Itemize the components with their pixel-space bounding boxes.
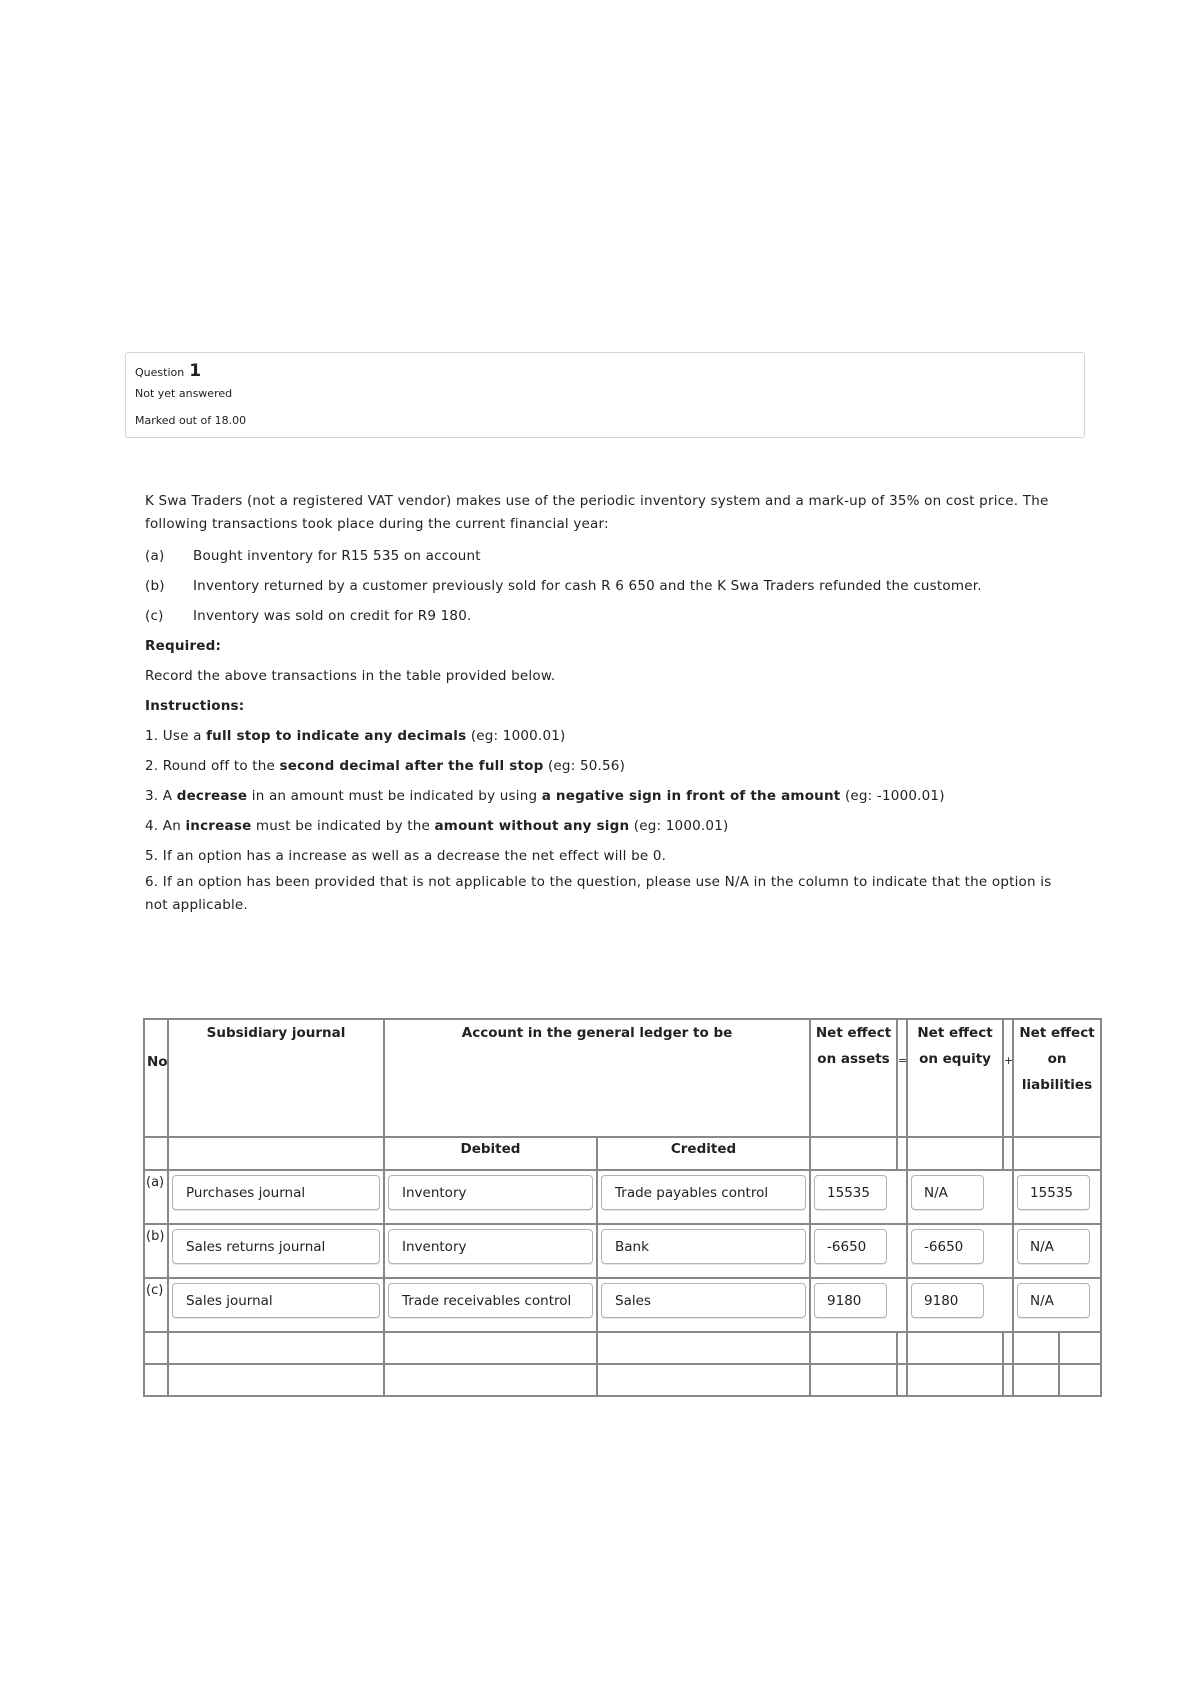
liabilities-effect-field[interactable]: 15535 bbox=[1017, 1175, 1090, 1210]
answer-table bbox=[143, 1018, 1102, 1397]
header-general-ledger: Account in the general ledger to be bbox=[384, 1019, 810, 1137]
required-heading: Required: bbox=[145, 638, 222, 654]
question-text bbox=[145, 490, 1060, 917]
transaction-list bbox=[145, 541, 1060, 631]
assets-effect-field[interactable]: -6650 bbox=[814, 1229, 887, 1264]
instruction-item: 6. If an option has been provided that is not applicable to the question, please use N/A in the column to indicate that the option is not applicable. bbox=[145, 874, 1052, 913]
equity-effect-field[interactable]: -6650 bbox=[911, 1229, 984, 1264]
transaction-label: (a) bbox=[145, 548, 165, 564]
credit-account-field[interactable]: Trade payables control bbox=[601, 1175, 806, 1210]
subsidiary-journal-field[interactable]: Purchases journal bbox=[172, 1175, 380, 1210]
header-net-effect-assets: Net effect on assets bbox=[810, 1019, 897, 1137]
equals-sign: = bbox=[897, 1019, 907, 1137]
transaction-item bbox=[145, 601, 1060, 631]
liabilities-effect-field[interactable]: N/A bbox=[1017, 1283, 1090, 1318]
intro-paragraph: K Swa Traders (not a registered VAT vendor) makes use of the periodic inventory system and a mark-up of 35% on cost price. The following transactions took place during the current financial year: bbox=[145, 493, 1049, 532]
instruction-item: 4. An increase must be indicated by the amount without any sign (eg: 1000.01) bbox=[145, 818, 729, 834]
table-row bbox=[144, 1278, 1101, 1332]
instructions-heading: Instructions: bbox=[145, 698, 245, 714]
header-net-effect-liabilities: Net effect on liabilities bbox=[1013, 1019, 1101, 1137]
question-state: Not yet answered bbox=[135, 387, 233, 400]
question-number: 1 bbox=[189, 361, 202, 381]
transaction-text: Inventory was sold on credit for R9 180. bbox=[193, 608, 472, 624]
table-empty-row bbox=[144, 1332, 1101, 1364]
required-text: Record the above transactions in the table provided below. bbox=[145, 668, 556, 684]
transaction-label: (b) bbox=[145, 578, 165, 594]
table-header-row bbox=[144, 1019, 1101, 1137]
transaction-item bbox=[145, 541, 1060, 571]
header-net-effect-equity: Net effect on equity bbox=[907, 1019, 1003, 1137]
row-no: (c) bbox=[144, 1278, 168, 1332]
question-title bbox=[135, 361, 1075, 381]
plus-sign: + bbox=[1003, 1019, 1013, 1137]
transaction-label: (c) bbox=[145, 608, 164, 624]
instruction-item: 2. Round off to the second decimal after the full stop (eg: 50.56) bbox=[145, 758, 626, 774]
question-info-panel bbox=[125, 352, 1085, 438]
row-no: (b) bbox=[144, 1224, 168, 1278]
equity-effect-field[interactable]: N/A bbox=[911, 1175, 984, 1210]
transaction-item bbox=[145, 571, 1060, 601]
instruction-item: 5. If an option has a increase as well as a decrease the net effect will be 0. bbox=[145, 848, 667, 864]
question-marks: Marked out of 18.00 bbox=[135, 414, 247, 427]
header-credited: Credited bbox=[597, 1137, 810, 1170]
equity-effect-field[interactable]: 9180 bbox=[911, 1283, 984, 1318]
transaction-text: Inventory returned by a customer previously sold for cash R 6 650 and the K Swa Traders refunded the customer. bbox=[193, 578, 982, 594]
instruction-item: 3. A decrease in an amount must be indicated by using a negative sign in front of the amount (eg: -1000.01) bbox=[145, 788, 945, 804]
credit-account-field[interactable]: Sales bbox=[601, 1283, 806, 1318]
table-empty-row bbox=[144, 1364, 1101, 1396]
instruction-item: 1. Use a full stop to indicate any decimals (eg: 1000.01) bbox=[145, 728, 566, 744]
question-label: Question bbox=[135, 366, 185, 379]
row-no: (a) bbox=[144, 1170, 168, 1224]
header-debited: Debited bbox=[384, 1137, 597, 1170]
subsidiary-journal-field[interactable]: Sales returns journal bbox=[172, 1229, 380, 1264]
header-no: No bbox=[144, 1019, 168, 1137]
debit-account-field[interactable]: Inventory bbox=[388, 1229, 593, 1264]
liabilities-effect-field[interactable]: N/A bbox=[1017, 1229, 1090, 1264]
table-subheader-row bbox=[144, 1137, 1101, 1170]
transaction-text: Bought inventory for R15 535 on account bbox=[193, 548, 481, 564]
debit-account-field[interactable]: Inventory bbox=[388, 1175, 593, 1210]
subsidiary-journal-field[interactable]: Sales journal bbox=[172, 1283, 380, 1318]
table-row bbox=[144, 1170, 1101, 1224]
debit-account-field[interactable]: Trade receivables control bbox=[388, 1283, 593, 1318]
assets-effect-field[interactable]: 9180 bbox=[814, 1283, 887, 1318]
header-subsidiary-journal: Subsidiary journal bbox=[168, 1019, 384, 1137]
credit-account-field[interactable]: Bank bbox=[601, 1229, 806, 1264]
assets-effect-field[interactable]: 15535 bbox=[814, 1175, 887, 1210]
table-row bbox=[144, 1224, 1101, 1278]
